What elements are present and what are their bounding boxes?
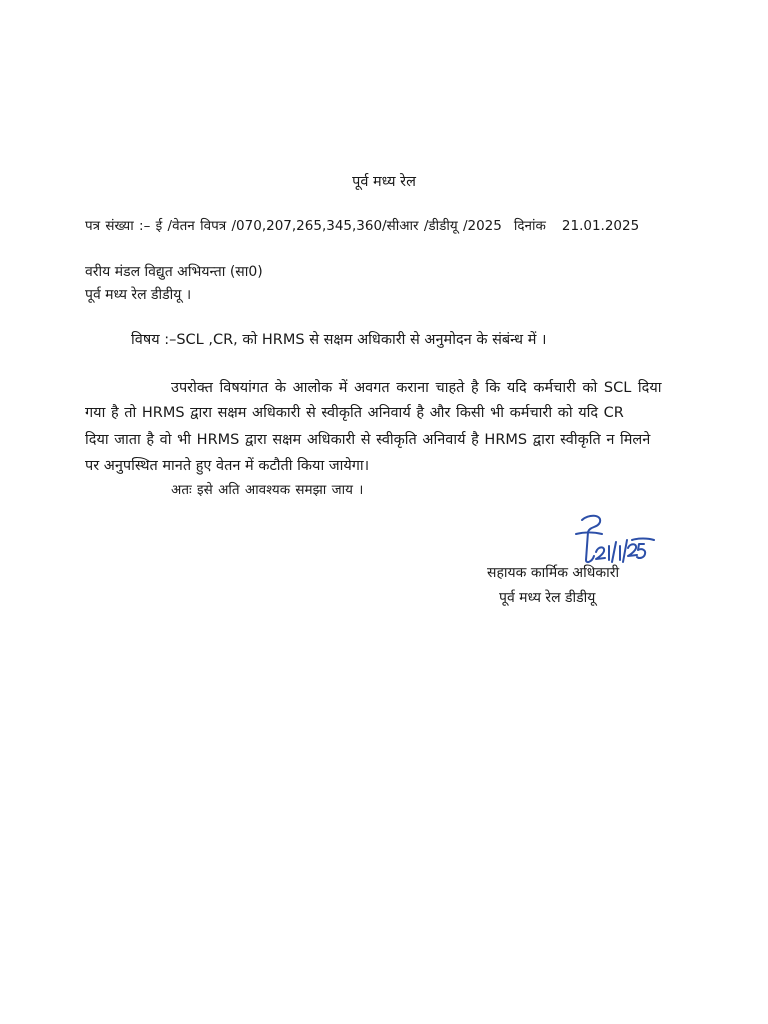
signatory-office: पूर्व मध्य रेल डीडीयू [499,590,596,606]
body-line-1: उपरोक्त विषयांगत के आलोक में अवगत कराना चाहते है कि यदि कर्मचारी को SCL दिया [171,380,662,396]
signatory-designation: सहायक कार्मिक अधिकारी [487,565,620,581]
organization-heading: पूर्व मध्य रेल [352,174,416,190]
date-value: 21.01.2025 [561,218,640,234]
body-line-3: दिया जाता है वो भी HRMS द्वारा सक्षम अधिकारी से स्वीकृति अनिवार्य है HRMS द्वारा स्वीकृति न मिलने [85,432,651,448]
addressee-line-2: पूर्व मध्य रेल डीडीयू । [85,287,192,303]
closing-line: अतः इसे अति आवश्यक समझा जाय । [171,482,364,498]
handwritten-signature [568,512,658,568]
reference-number: पत्र संख्या :– ई /वेतन विपत्र /070,207,265,345,360/सीआर /डीडीयू /2025 [85,218,502,234]
subject-line: विषय :–SCL ,CR, को HRMS से सक्षम अधिकारी से अनुमोदन के संबंन्ध में । [131,332,547,348]
addressee-line-1: वरीय मंडल विद्युत अभियन्ता (सा0) [85,264,263,280]
body-line-2: गया है तो HRMS द्वारा सक्षम अधिकारी से स्वीकृति अनिवार्य है और किसी भी कर्मचारी को यदि CR [85,405,624,421]
body-line-4: पर अनुपस्थित मानते हुए वेतन में कटौती किया जायेगा। [85,458,370,474]
date-label: दिनांक [513,218,546,234]
reference-line [85,217,639,235]
